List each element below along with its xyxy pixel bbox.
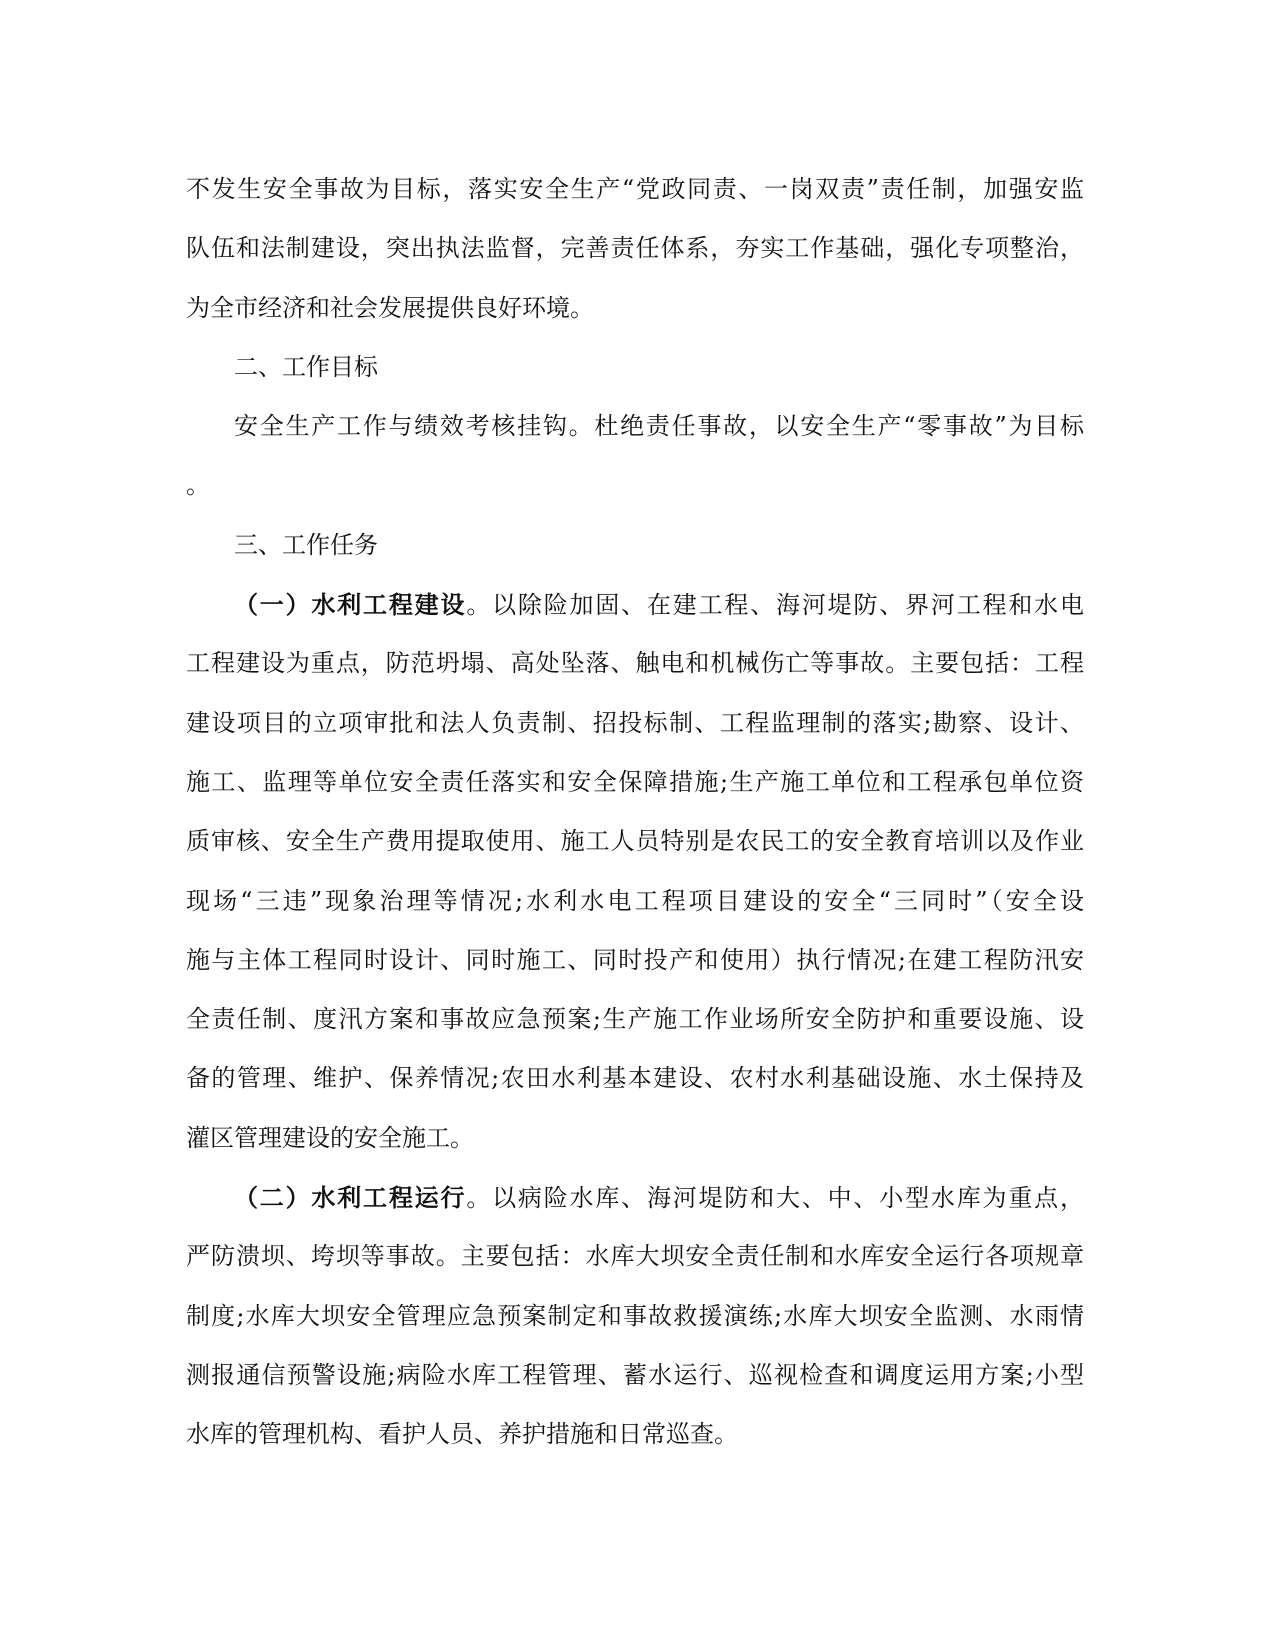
section-title: 二、工作目标 [234,352,378,381]
text-line: 为全市经济和社会发展提供良好环境。 [186,293,594,322]
text-segment: 。以病险水库、海河堤防和大、中、小型水库为重点， [466,1184,1084,1213]
text-line: 水库的管理机构、看护人员、养护措施和日常巡查。 [186,1420,738,1449]
paragraph-goals [186,397,1084,516]
text-line: 施与主体工程同时设计、同时施工、同时投产和使用）执行情况;在建工程防汛安 [186,945,1084,974]
paragraph-task-operation [186,1168,1084,1464]
section-heading-goals [186,338,1084,397]
text-line: 测报通信预警设施;病险水库工程管理、蓄水运行、巡视检查和调度运用方案;小型 [186,1360,1084,1389]
text-line: 建设项目的立项审批和法人负责制、招投标制、工程监理制的落实;勘察、设计、 [186,708,1084,737]
section-title: 三、工作任务 [234,530,378,559]
subsection-title: （一）水利工程建设 [234,590,467,620]
text-line: 。 [186,471,210,500]
text-line: 质审核、安全生产费用提取使用、施工人员特别是农民工的安全教育培训以及作业 [186,827,1084,856]
text-line: 制度;水库大坝安全管理应急预案制定和事故救援演练;水库大坝安全监测、水雨情 [186,1301,1084,1330]
paragraph-task-construction [186,575,1084,1168]
text-line: 灌区管理建设的安全施工。 [186,1123,474,1152]
text-line: 队伍和法制建设，突出执法监督，完善责任体系，夯实工作基础，强化专项整治， [186,234,1084,263]
subsection-title: （二）水利工程运行 [234,1183,467,1213]
text-line: 工程建设为重点，防范坍塌、高处坠落、触电和机械伤亡等事故。主要包括：工程 [186,649,1084,678]
text-line [186,1168,1084,1227]
text-segment: 。以除险加固、在建工程、海河堤防、界河工程和水电 [466,591,1084,620]
document-body [186,160,1084,1465]
text-line [186,575,1084,634]
section-heading-tasks [186,516,1084,575]
text-line: 现场“三违”现象治理等情况;水利水电工程项目建设的安全“三同时”（安全设 [186,886,1084,915]
paragraph-intro [186,160,1084,338]
text-line: 施工、监理等单位安全责任落实和安全保障措施;生产施工单位和工程承包单位资 [186,767,1084,796]
text-line: 全责任制、度汛方案和事故应急预案;生产施工作业场所安全防护和重要设施、设 [186,1005,1084,1034]
text-line: 安全生产工作与绩效考核挂钩。杜绝责任事故，以安全生产“零事故”为目标 [234,412,1084,441]
text-line: 不发生安全事故为目标，落实安全生产“党政同责、一岗双责”责任制，加强安监 [186,175,1084,203]
text-line: 备的管理、维护、保养情况;农田水利基本建设、农村水利基础设施、水土保持及 [186,1064,1084,1093]
text-line: 严防溃坝、垮坝等事故。主要包括：水库大坝安全责任制和水库安全运行各项规章 [186,1242,1084,1271]
